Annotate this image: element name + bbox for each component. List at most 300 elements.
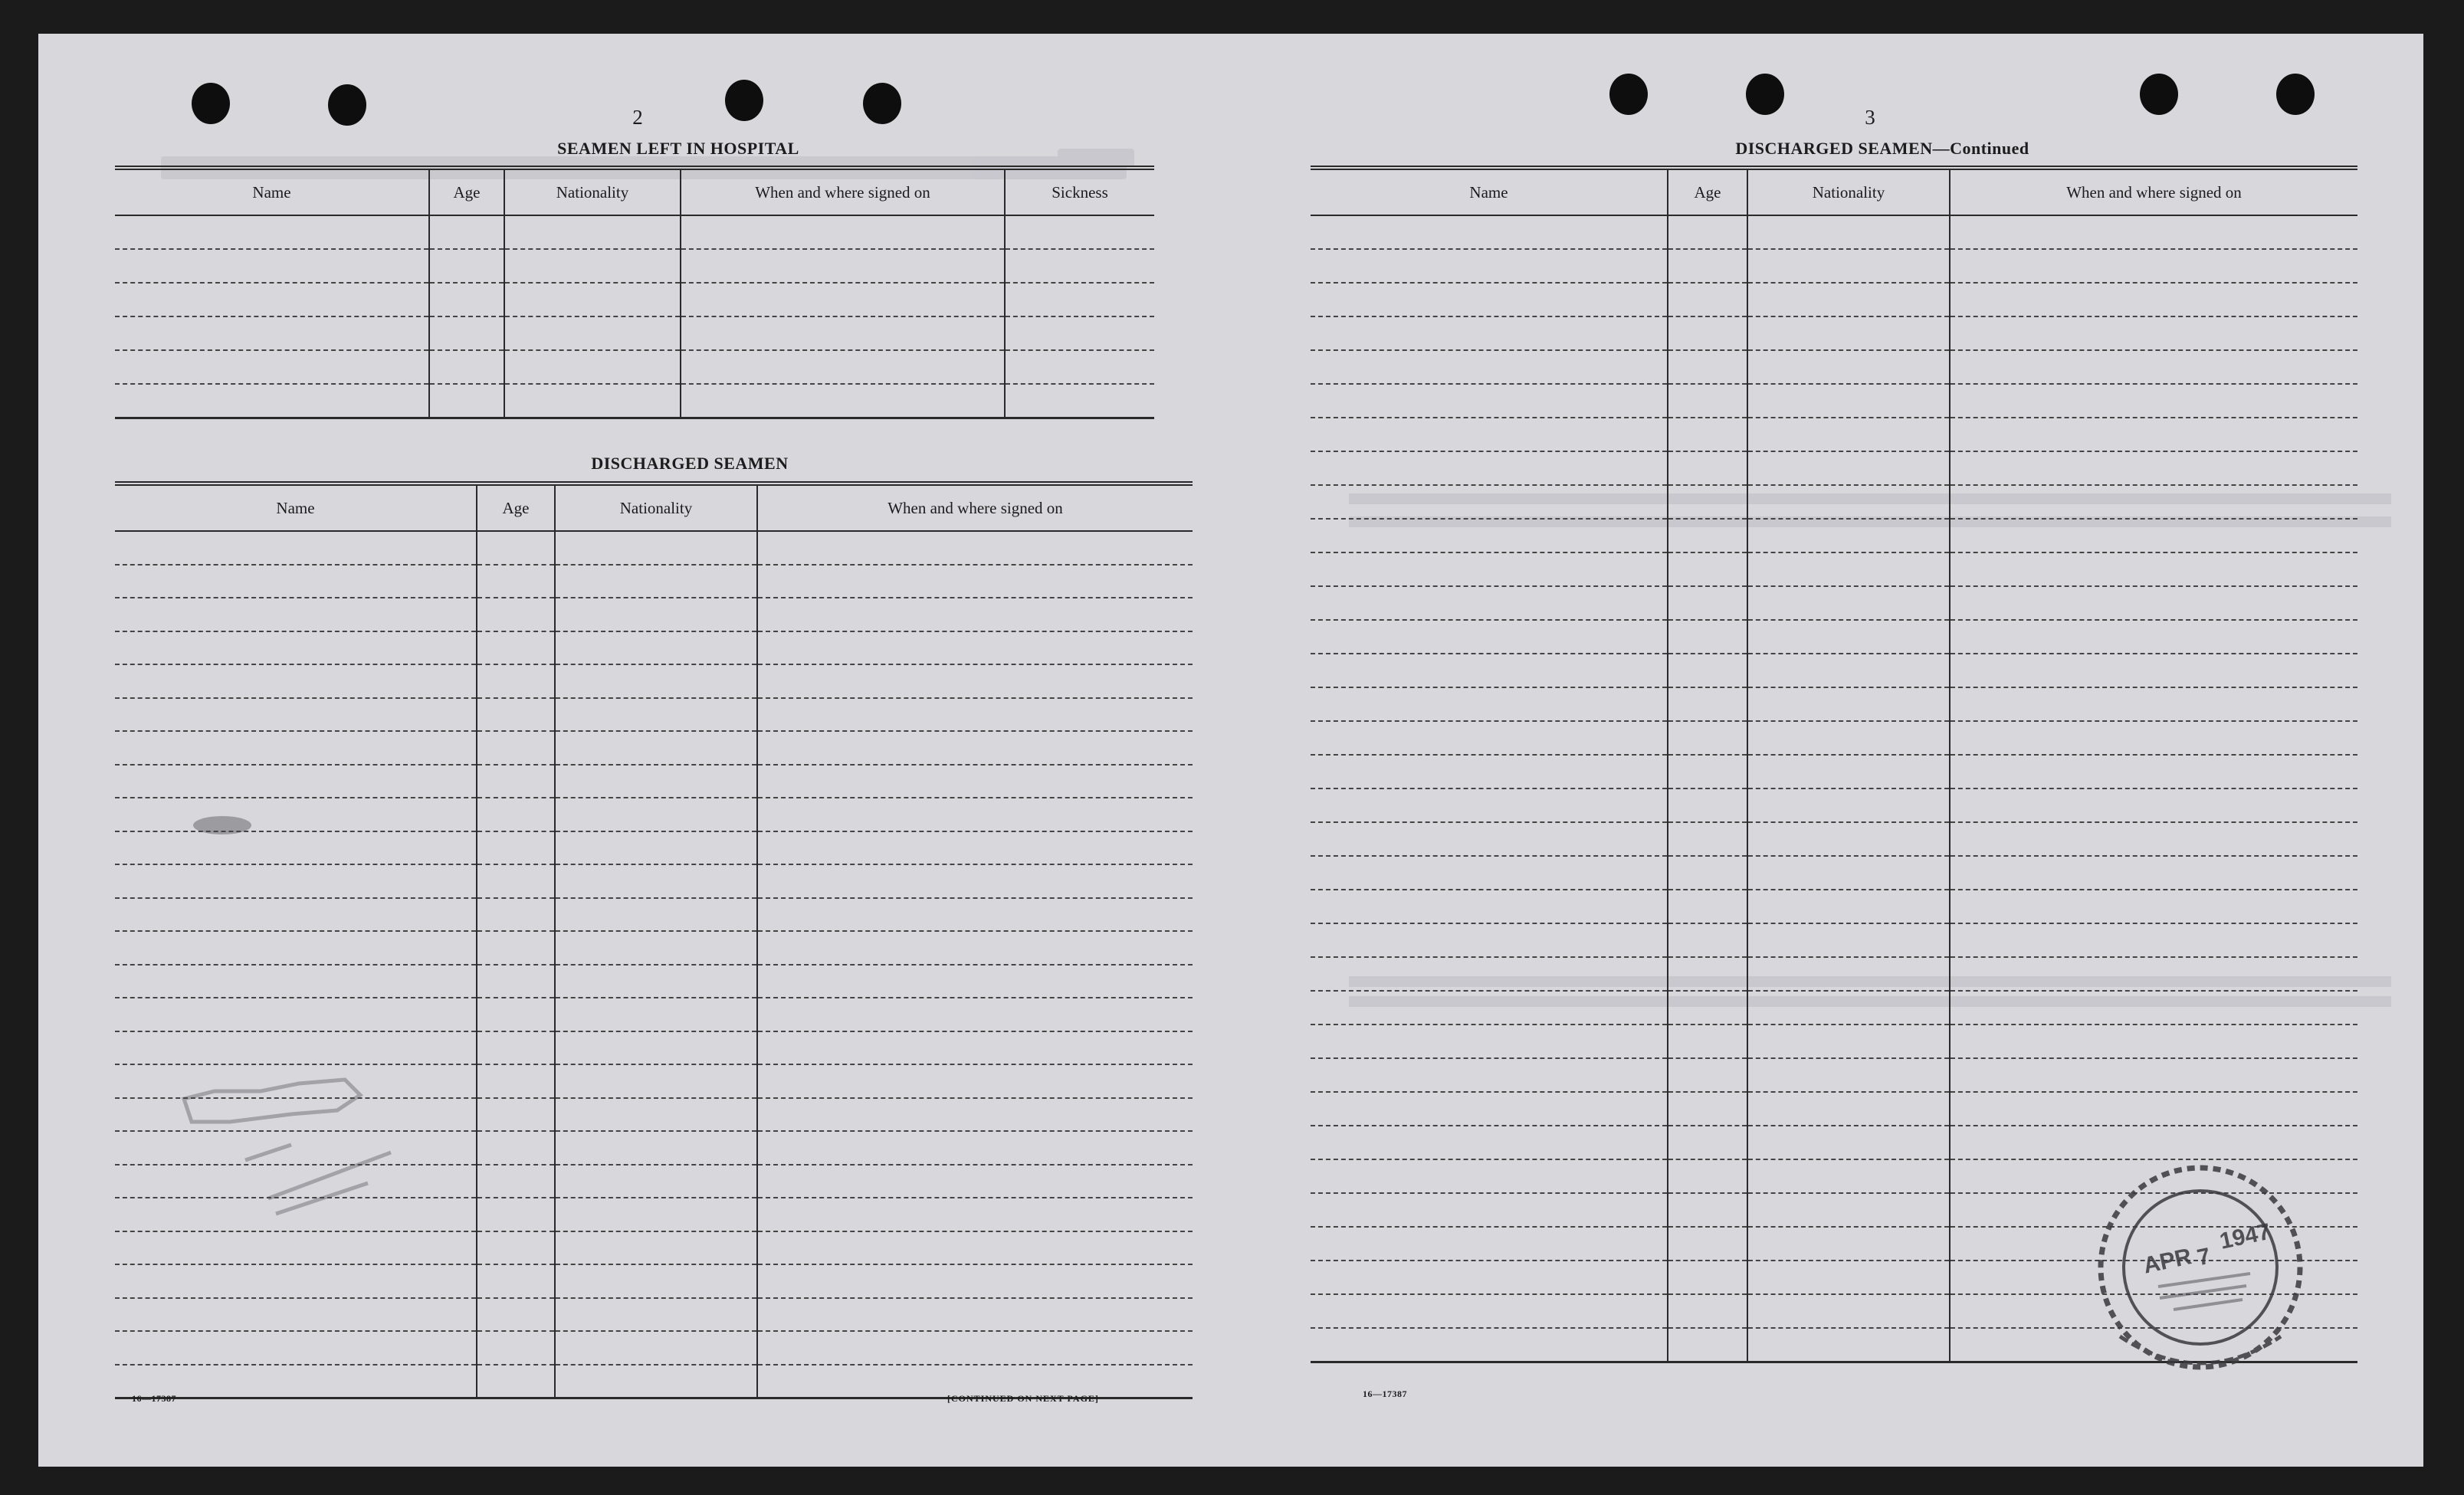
blank-cell [1747,451,1950,485]
blank-cell [477,598,555,631]
blank-cell [555,531,757,565]
blank-cell [555,598,757,631]
blank-cell [1747,283,1950,316]
blank-cell [1747,620,1950,654]
hospital-table [115,166,1154,419]
blank-cell [681,283,1005,316]
table-row [1311,384,2357,418]
table-row [1311,654,2357,687]
blank-cell [757,864,1193,898]
blank-cell [115,1298,477,1332]
blank-cell [477,898,555,932]
blank-cell [1668,215,1747,249]
blank-cell [1668,1159,1747,1193]
blank-cell [1668,923,1747,957]
blank-cell [477,698,555,732]
continued-note: [CONTINUED ON NEXT PAGE] [947,1393,1099,1404]
blank-cell [115,384,429,418]
blank-cell [555,1365,757,1398]
blank-cell [1311,1159,1668,1193]
blank-cell [1311,249,1668,283]
blank-cell [757,1031,1193,1065]
blank-cell [555,565,757,598]
blank-cell [555,931,757,965]
table-row [1311,788,2357,822]
blank-cell [757,965,1193,998]
blank-cell [1747,1058,1950,1092]
table-row [1311,283,2357,316]
blank-cell [1311,1294,1668,1328]
table-row [1311,418,2357,451]
table-row [1311,519,2357,552]
table-row [115,1064,1193,1098]
blank-cell [1668,1092,1747,1126]
right-page [1231,34,2423,1467]
blank-cell [681,316,1005,350]
blank-cell [115,1331,477,1365]
table-row [1311,316,2357,350]
section-title-suffix: —Continued [1932,139,2029,158]
blank-cell [1005,283,1154,316]
blank-cell [115,831,477,865]
blank-cell [757,931,1193,965]
blank-cell [1747,1159,1950,1193]
blank-cell [1311,1227,1668,1261]
table-row [115,531,1193,565]
blank-cell [1668,856,1747,890]
table-row [115,1131,1193,1165]
blank-cell [115,698,477,732]
blank-cell [1311,1126,1668,1159]
blank-cell [477,998,555,1031]
table-header-row [1311,168,2357,215]
blank-cell [115,1231,477,1265]
blank-cell [1747,519,1950,552]
blank-cell [757,698,1193,732]
table-row [1311,755,2357,788]
blank-cell [1668,283,1747,316]
column-header: When and where signed on [757,484,1193,531]
blank-cell [555,831,757,865]
blank-cell [555,631,757,665]
blank-cell [115,283,429,316]
table-row [1311,856,2357,890]
table-row [1311,552,2357,586]
blank-cell [477,565,555,598]
blank-cell [115,1198,477,1231]
blank-cell [555,1298,757,1332]
blank-cell [757,631,1193,665]
blank-cell [1747,1193,1950,1227]
blank-cell [504,249,681,283]
blank-cell [1747,923,1950,957]
blank-cell [115,531,477,565]
column-header: Nationality [504,168,681,215]
blank-cell [1668,485,1747,519]
table-row [115,1231,1193,1265]
table-row [115,831,1193,865]
blank-cell [1311,721,1668,755]
blank-cell [1950,957,2357,991]
blank-cell [1311,1193,1668,1227]
blank-cell [1950,923,2357,957]
blank-cell [681,249,1005,283]
blank-cell [1747,384,1950,418]
blank-cell [1747,249,1950,283]
blank-cell [1950,687,2357,721]
blank-cell [555,1198,757,1231]
table-row [115,1198,1193,1231]
blank-cell [1950,755,2357,788]
column-header: When and where signed on [1950,168,2357,215]
blank-cell [1950,249,2357,283]
blank-cell [1311,384,1668,418]
blank-cell [477,831,555,865]
blank-cell [1668,1025,1747,1058]
postmark-stamp [2074,1152,2334,1382]
blank-cell [1668,721,1747,755]
blank-cell [1311,654,1668,687]
blank-cell [115,864,477,898]
column-header: Sickness [1005,168,1154,215]
table-row [115,1264,1193,1298]
blank-cell [1950,552,2357,586]
blank-cell [1950,451,2357,485]
table-row [115,898,1193,932]
blank-cell [1311,991,1668,1025]
blank-cell [757,1298,1193,1332]
table-row [1311,451,2357,485]
blank-cell [477,1165,555,1198]
blank-cell [1747,1328,1950,1362]
blank-cell [504,316,681,350]
blank-cell [1668,586,1747,620]
blank-cell [477,1365,555,1398]
blank-cell [757,898,1193,932]
blank-cell [1950,384,2357,418]
blank-cell [757,598,1193,631]
blank-cell [555,1098,757,1132]
column-header: Nationality [1747,168,1950,215]
blank-cell [1668,519,1747,552]
blank-cell [555,998,757,1031]
blank-cell [1668,788,1747,822]
blank-cell [115,1131,477,1165]
table-row [1311,923,2357,957]
table-row [1311,1092,2357,1126]
table-row [1311,822,2357,856]
blank-cell [1668,991,1747,1025]
blank-cell [1311,586,1668,620]
blank-cell [1311,350,1668,384]
blank-cell [115,664,477,698]
blank-cell [1950,856,2357,890]
blank-cell [1311,822,1668,856]
blank-cell [115,798,477,831]
blank-cell [477,631,555,665]
blank-cell [1950,822,2357,856]
table-row [1311,350,2357,384]
stamp-year: 1947 [2217,1218,2273,1254]
blank-cell [1747,1261,1950,1294]
blank-cell [1747,215,1950,249]
blank-cell [1668,687,1747,721]
blank-cell [1005,215,1154,249]
blank-cell [1950,350,2357,384]
blank-cell [115,215,429,249]
table-row [1311,957,2357,991]
blank-cell [1668,1294,1747,1328]
form-code: 16—17387 [132,1393,176,1404]
table-row [115,1331,1193,1365]
blank-cell [757,1331,1193,1365]
table-row [115,1098,1193,1132]
blank-cell [1747,991,1950,1025]
blank-cell [1311,755,1668,788]
blank-cell [429,384,504,418]
blank-cell [477,1131,555,1165]
blank-cell [1668,654,1747,687]
blank-cell [477,1231,555,1265]
blank-cell [477,864,555,898]
blank-cell [1311,620,1668,654]
blank-cell [1668,249,1747,283]
blank-cell [1747,1025,1950,1058]
blank-cell [115,316,429,350]
blank-cell [757,798,1193,831]
blank-cell [1950,485,2357,519]
blank-cell [1668,755,1747,788]
blank-cell [757,998,1193,1031]
blank-cell [115,1098,477,1132]
blank-cell [555,731,757,765]
table-row [115,350,1154,384]
blank-cell [115,931,477,965]
blank-cell [555,1331,757,1365]
blank-cell [1950,519,2357,552]
column-header: Name [115,484,477,531]
blank-cell [1950,788,2357,822]
blank-cell [1311,519,1668,552]
table-row [115,698,1193,732]
blank-cell [115,565,477,598]
blank-cell [1311,788,1668,822]
blank-cell [477,1331,555,1365]
blank-cell [1668,1261,1747,1294]
table-row [1311,721,2357,755]
blank-cell [115,898,477,932]
table-row [115,215,1154,249]
blank-cell [1668,1193,1747,1227]
blank-cell [1747,350,1950,384]
table-row [1311,991,2357,1025]
blank-cell [1311,1025,1668,1058]
blank-cell [1311,485,1668,519]
table-row [115,931,1193,965]
blank-cell [1747,1294,1950,1328]
blank-cell [555,664,757,698]
table-row [1311,687,2357,721]
blank-cell [757,565,1193,598]
blank-cell [115,998,477,1031]
blank-cell [1668,822,1747,856]
blank-cell [477,798,555,831]
column-header: Age [477,484,555,531]
stamp-month: APR [2141,1244,2194,1279]
table-row [115,249,1154,283]
blank-cell [757,531,1193,565]
column-header: When and where signed on [681,168,1005,215]
blank-cell [1950,654,2357,687]
table-row [115,1031,1193,1065]
blank-cell [429,283,504,316]
blank-cell [1005,316,1154,350]
blank-cell [1747,721,1950,755]
blank-cell [1747,687,1950,721]
table-row [115,1298,1193,1332]
table-header-row [115,484,1193,531]
blank-cell [115,350,429,384]
blank-cell [757,765,1193,798]
blank-cell [1311,451,1668,485]
blank-cell [1668,384,1747,418]
blank-cell [115,1165,477,1198]
blank-cell [1747,316,1950,350]
blank-cell [504,384,681,418]
table-row [115,864,1193,898]
table-header-row [115,168,1154,215]
blank-cell [477,965,555,998]
table-row [115,965,1193,998]
blank-cell [757,1198,1193,1231]
form-code: 16—17387 [1363,1388,1407,1399]
table-row [115,316,1154,350]
left-page [38,34,1231,1467]
blank-cell [115,631,477,665]
blank-cell [1668,316,1747,350]
blank-cell [681,215,1005,249]
hospital-section-title: SEAMEN LEFT IN HOSPITAL [557,139,799,158]
blank-cell [757,1165,1193,1198]
blank-cell [681,350,1005,384]
table-row [115,565,1193,598]
blank-cell [1668,1126,1747,1159]
stamp-day: 7 [2195,1243,2213,1271]
blank-cell [115,965,477,998]
blank-cell [757,1098,1193,1132]
blank-cell [1747,788,1950,822]
table-row [115,631,1193,665]
blank-cell [1950,283,2357,316]
blank-cell [1747,890,1950,923]
blank-cell [1950,1058,2357,1092]
blank-cell [1668,1227,1747,1261]
column-header: Age [429,168,504,215]
blank-cell [504,283,681,316]
table-row [115,998,1193,1031]
blank-cell [1668,890,1747,923]
blank-cell [555,798,757,831]
blank-cell [555,898,757,932]
blank-cell [504,215,681,249]
blank-cell [1005,384,1154,418]
blank-cell [681,384,1005,418]
blank-cell [1747,586,1950,620]
blank-cell [555,1231,757,1265]
blank-cell [1950,620,2357,654]
table-row [1311,215,2357,249]
blank-cell [1747,822,1950,856]
blank-cell [1668,418,1747,451]
blank-cell [1311,215,1668,249]
blank-cell [429,350,504,384]
blank-cell [1311,890,1668,923]
blank-cell [1747,1227,1950,1261]
table-row [1311,249,2357,283]
column-header: Name [1311,168,1668,215]
blank-cell [477,731,555,765]
column-header: Name [115,168,429,215]
blank-cell [477,1031,555,1065]
blank-cell [1311,316,1668,350]
blank-cell [477,765,555,798]
blank-cell [1311,923,1668,957]
page-number: 2 [632,106,643,129]
blank-cell [115,598,477,631]
blank-cell [757,1231,1193,1265]
blank-cell [1005,249,1154,283]
table-row [115,283,1154,316]
blank-cell [115,1264,477,1298]
blank-cell [1950,418,2357,451]
blank-cell [1311,418,1668,451]
blank-cell [477,1298,555,1332]
blank-cell [1311,552,1668,586]
blank-cell [429,249,504,283]
blank-cell [1005,350,1154,384]
blank-cell [1311,856,1668,890]
document-sheet [38,34,2423,1467]
blank-cell [429,316,504,350]
blank-cell [555,965,757,998]
table-row [1311,620,2357,654]
table-row [1311,1058,2357,1092]
blank-cell [555,864,757,898]
blank-cell [1747,654,1950,687]
blank-cell [1747,552,1950,586]
page-number: 3 [1865,106,1875,129]
column-header: Nationality [555,484,757,531]
blank-cell [555,1165,757,1198]
table-row [115,664,1193,698]
blank-cell [1668,1058,1747,1092]
blank-cell [1747,1092,1950,1126]
blank-cell [1747,485,1950,519]
blank-cell [1311,1058,1668,1092]
blank-cell [757,1131,1193,1165]
blank-cell [555,698,757,732]
blank-cell [115,731,477,765]
table-row [1311,485,2357,519]
blank-cell [1950,316,2357,350]
blank-cell [477,531,555,565]
table-row [1311,1025,2357,1058]
blank-cell [1311,283,1668,316]
blank-cell [504,350,681,384]
blank-cell [1311,1261,1668,1294]
blank-cell [477,1264,555,1298]
blank-cell [1668,451,1747,485]
